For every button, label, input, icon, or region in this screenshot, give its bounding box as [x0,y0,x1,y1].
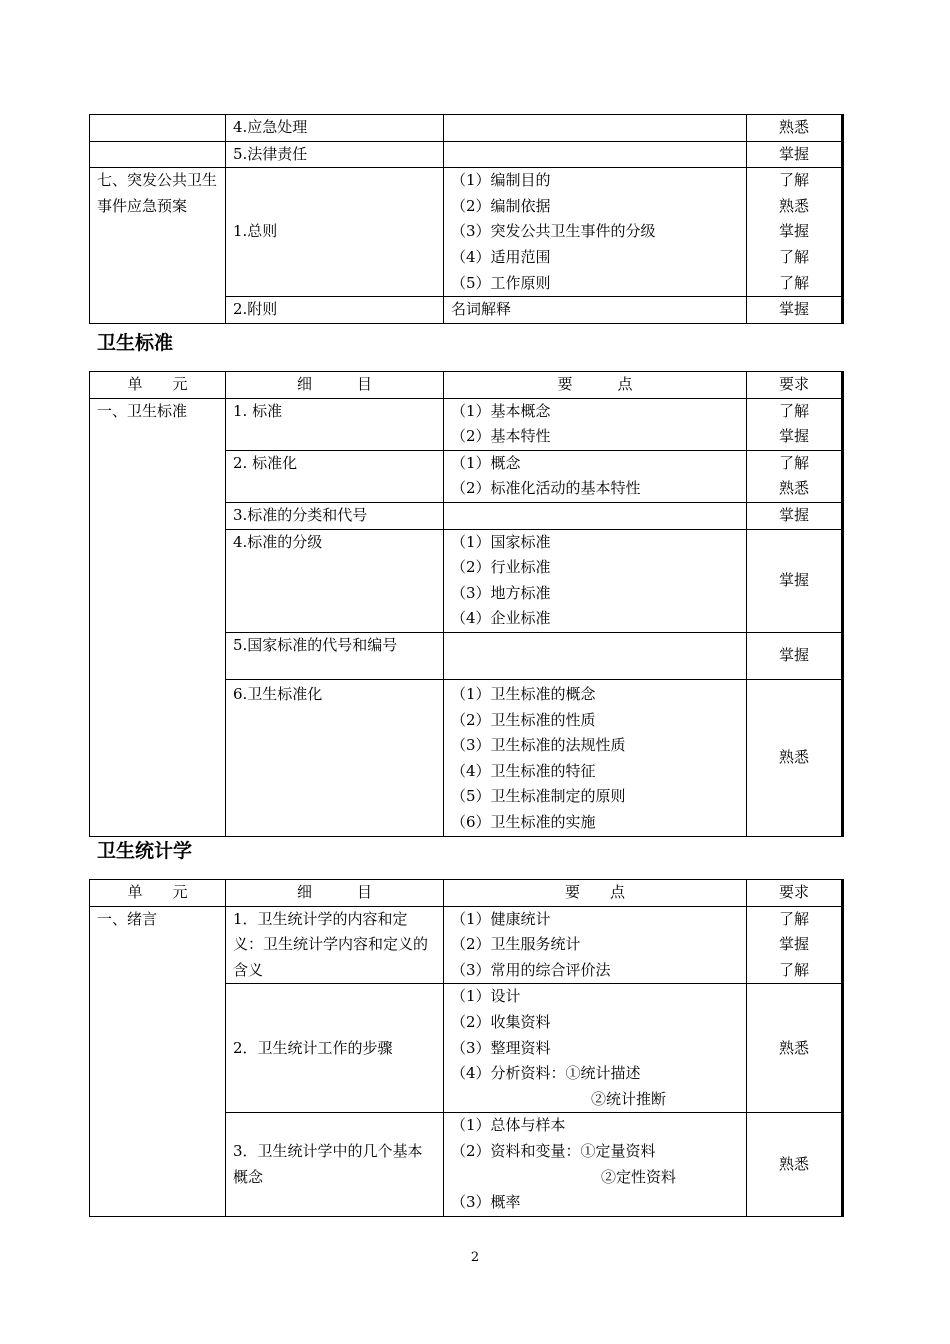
point: （2）卫生服务统计 [451,935,581,954]
req: 了解 [778,247,809,266]
req: 掌握 [778,935,809,954]
item-cell: 2．卫生统计工作的步骤 [226,984,444,1113]
req-cell: 熟悉 [747,984,843,1113]
point: （2）基本特性 [451,427,551,446]
table-row [90,141,843,168]
table-row [90,168,843,297]
points-cell [444,502,747,529]
point: （1）基本概念 [451,401,551,420]
point: （2）资料和变量：①定量资料 [451,1141,656,1160]
req: 了解 [778,960,809,979]
req: 了解 [778,453,809,472]
points-cell [444,141,747,168]
point: （2）收集资料 [451,1012,551,1031]
col-header: 细 目 [226,372,444,399]
points-cell [444,398,747,450]
table-header-row [90,880,843,907]
table-row [90,906,843,984]
point: （1）概念 [451,453,521,472]
point: （2）编制依据 [451,196,551,215]
item-cell: 2. 标准化 [226,450,444,502]
req-cell: 掌握 [747,297,843,324]
point: ②定性资料 [601,1167,677,1186]
col-header: 要 点 [444,880,747,907]
req: 熟悉 [778,479,809,498]
req-cell: 熟悉 [747,115,843,142]
col-header: 单 元 [90,880,226,907]
col-header: 单 元 [90,372,226,399]
points-cell [444,906,747,984]
req-cell: 熟悉 [747,679,843,836]
req: 掌握 [778,222,809,241]
item-cell: 1．卫生统计学的内容和定义：卫生统计学内容和定义的含义 [226,906,444,984]
point: （6）卫生标准的实施 [451,812,596,831]
point: （2）行业标准 [451,558,551,577]
item-cell: 3．卫生统计学中的几个基本概念 [226,1113,444,1216]
req-cell [747,168,843,297]
points-cell [444,1113,747,1216]
col-header: 要求 [747,372,843,399]
unit-cell: 一、绪言 [90,906,226,1216]
point: ②统计推断 [591,1089,667,1108]
req-cell: 掌握 [747,502,843,529]
point: （4）卫生标准的特征 [451,761,596,780]
point: （1）卫生标准的概念 [451,684,596,703]
section-title: 卫生标准 [97,332,174,354]
points-cell [444,984,747,1113]
item-cell: 4.标准的分级 [226,529,444,632]
points-cell [444,529,747,632]
point: （1）健康统计 [451,909,551,928]
unit-label: 七、突发公共卫生事件应急预案 [97,171,218,215]
req-cell: 掌握 [747,141,843,168]
table-emergency-plan [89,114,844,324]
point: （5）工作原则 [451,273,551,292]
req-cell [747,906,843,984]
item-cell: 1. 标准 [226,398,444,450]
req: 熟悉 [778,196,809,215]
unit-cell: 一、卫生标准 [90,398,226,836]
point: （3）概率 [451,1193,521,1212]
point: （3）整理资料 [451,1038,551,1057]
section-title: 卫生统计学 [97,840,193,862]
point: （4）分析资料：①统计描述 [451,1064,641,1083]
points-cell [444,115,747,142]
point: （3）常用的综合评价法 [451,960,611,979]
table-row [90,398,843,450]
req: 了解 [778,909,809,928]
point: （3）突发公共卫生事件的分级 [451,222,656,241]
points-cell [444,450,747,502]
req-cell [747,450,843,502]
item-cell: 1.总则 [226,168,444,297]
unit-cell [90,141,226,168]
req-cell: 掌握 [747,632,843,679]
unit-cell [90,115,226,142]
point: （2）标准化活动的基本特性 [451,479,641,498]
item-cell: 3.标准的分类和代号 [226,502,444,529]
item-cell: 4.应急处理 [226,115,444,142]
table-row [90,115,843,142]
point: （1）总体与样本 [451,1116,566,1135]
item-cell: 5.法律责任 [226,141,444,168]
points-cell [444,632,747,679]
point: （1）编制目的 [451,171,551,190]
col-header: 要求 [747,880,843,907]
point: （4）适用范围 [451,247,551,266]
req-cell: 熟悉 [747,1113,843,1216]
req: 了解 [778,401,809,420]
point: （2）卫生标准的性质 [451,710,596,729]
req: 了解 [778,273,809,292]
point: （3）卫生标准的法规性质 [451,736,626,755]
item-cell: 2.附则 [226,297,444,324]
points-cell [444,679,747,836]
point: （3）地方标准 [451,583,551,602]
item-cell: 5.国家标准的代号和编号 [226,632,444,679]
points-cell: 名词解释 [444,297,747,324]
table-header-row [90,372,843,399]
unit-cell [90,168,226,324]
col-header: 细 目 [226,880,444,907]
point: （1）国家标准 [451,532,551,551]
point: （5）卫生标准制定的原则 [451,787,626,806]
req: 了解 [778,171,809,190]
point: （1）设计 [451,987,521,1006]
page-number: 2 [470,1250,480,1265]
table-health-statistics [89,879,844,1217]
req-cell [747,398,843,450]
req-cell: 掌握 [747,529,843,632]
item-cell: 6.卫生标准化 [226,679,444,836]
point: （4）企业标准 [451,609,551,628]
col-header: 要 点 [444,372,747,399]
table-health-standards [89,371,844,837]
req: 掌握 [778,427,809,446]
points-cell [444,168,747,297]
